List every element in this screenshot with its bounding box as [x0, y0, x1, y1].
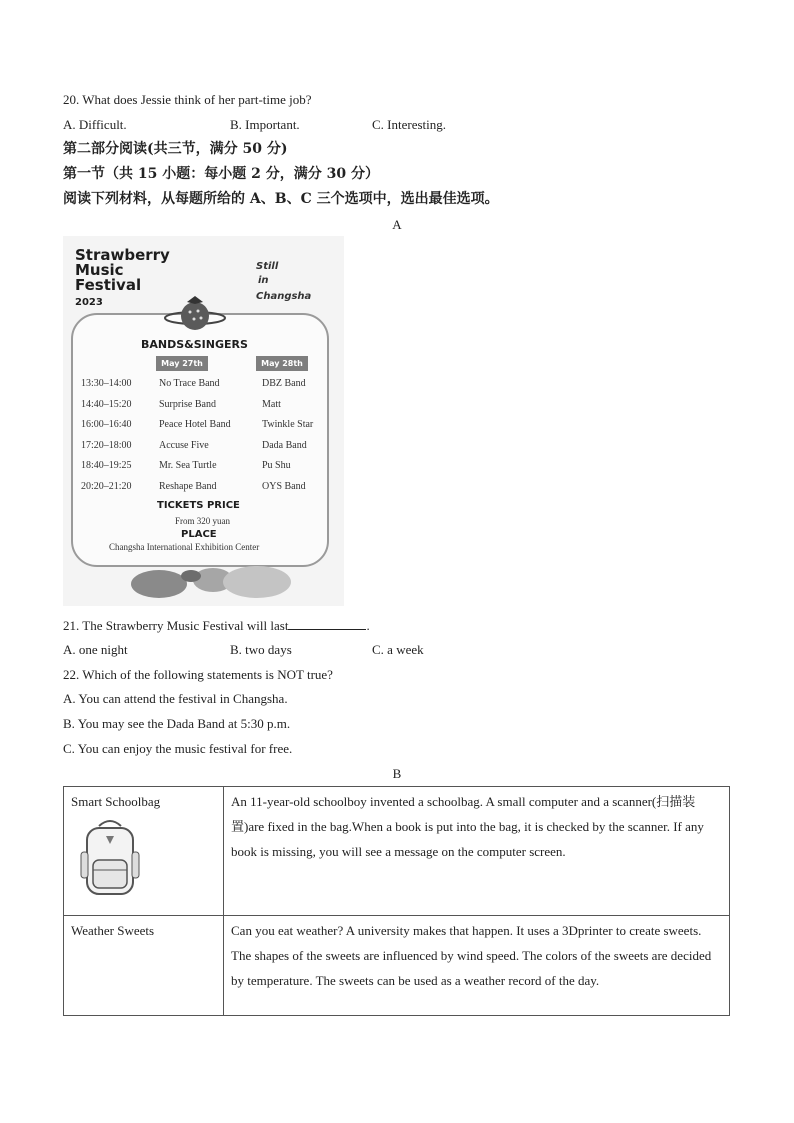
q20-option-b: B. Important. [230, 117, 300, 132]
table-cell-name [64, 787, 224, 916]
passage-a-label: A [392, 217, 402, 232]
poster-title-line: Strawberry [75, 246, 170, 264]
poster-tickets-text: From 320 yuan [175, 516, 230, 526]
q21-option-c: C. a week [372, 642, 424, 657]
poster-place-heading: PLACE [181, 529, 217, 540]
schedule-day2-act: Matt [262, 399, 281, 410]
schedule-day2-act: Dada Band [262, 440, 307, 451]
question-21-text: 21. The Strawberry Music Festival will last [63, 618, 289, 633]
schedule-time: 20:20–21:20 [81, 481, 132, 492]
question-22: 22. Which of the following statements is NOT true? [63, 667, 333, 682]
poster-place-text: Changsha International Exhibition Center [109, 542, 260, 552]
q22-option-c: C. You can enjoy the music festival for free. [63, 741, 293, 756]
invention-name: Weather Sweets [64, 916, 224, 1016]
table-cell-description: Can you eat weather? A university makes that happen. It uses a 3Dprinter to create sweets. The shapes of the sweets are influenced by wind speed. The colors of the sweets are decided by temperature. The sweets can be used as a weather record of the day. [224, 916, 730, 1016]
schedule-time: 18:40–19:25 [81, 460, 132, 471]
q22-option-b: B. You may see the Dada Band at 5:30 p.m. [63, 716, 291, 731]
table-row [64, 787, 730, 916]
poster-bands-heading: BANDS&SINGERS [141, 338, 248, 351]
schedule-day1-act: Peace Hotel Band [159, 419, 231, 430]
section-instruction: 阅读下列材料，从每题所给的 A、B、C 三个选项中，选出最佳选项。 [63, 191, 499, 207]
table-row [64, 916, 730, 1016]
schedule-day1-act: Reshape Band [159, 481, 217, 492]
question-21 [63, 617, 370, 634]
q21-option-b: B. two days [230, 642, 292, 657]
poster-script-line: Changsha [256, 291, 312, 302]
poster-date-day1: May 27th [156, 356, 208, 371]
question-20: 20. What does Jessie think of her part-time job? [63, 92, 312, 107]
poster-year: 2023 [75, 297, 103, 308]
schedule-time: 14:40–15:20 [81, 399, 132, 410]
poster-title-line: Festival [75, 276, 142, 294]
table-cell-description: An 11-year-old schoolboy invented a schoolbag. A small computer and a scanner(扫描装置)are fixed in the bag.When a book is put into the bag, it is checked by the scanner. If any book is missing, you will see a message on the computer screen. [224, 787, 730, 916]
question-21-end: . [366, 618, 370, 633]
invention-name: Smart Schoolbag [71, 794, 161, 809]
poster-title [75, 248, 170, 293]
poster-script-line: Still [256, 261, 279, 272]
schedule-day2-act: DBZ Band [262, 378, 306, 389]
schedule-day1-act: Surprise Band [159, 399, 216, 410]
poster-date-day2: May 28th [256, 356, 308, 371]
schedule-day1-act: Accuse Five [159, 440, 209, 451]
poster-script-line: in [258, 275, 269, 286]
inventions-table [63, 786, 730, 1016]
schedule-day2-act: Pu Shu [262, 460, 291, 471]
schedule-day2-act: OYS Band [262, 481, 306, 492]
schedule-day2-act: Twinkle Star [262, 419, 314, 430]
schedule-day1-act: Mr. Sea Turtle [159, 460, 217, 471]
poster-tickets-heading: TICKETS PRICE [157, 500, 240, 511]
schedule-time: 17:20–18:00 [81, 440, 132, 451]
backpack-icon [79, 816, 141, 902]
answer-blank [288, 617, 366, 630]
passage-b-label: B [392, 766, 402, 781]
q20-option-a: A. Difficult. [63, 117, 127, 132]
schedule-time: 13:30–14:00 [81, 378, 132, 389]
section-title: 第一节（共 15 小题：每小题 2 分，满分 30 分） [63, 166, 379, 182]
schedule-time: 16:00–16:40 [81, 419, 132, 430]
q21-option-a: A. one night [63, 642, 128, 657]
poster-title-line: Music [75, 261, 124, 279]
q22-option-a: A. You can attend the festival in Changsha. [63, 691, 288, 706]
schedule-day1-act: No Trace Band [159, 378, 220, 389]
strawberry-planet-icon [163, 292, 227, 340]
part-title: 第二部分阅读(共三节，满分 50 分) [63, 141, 288, 157]
strawberries-decoration-icon [121, 556, 301, 604]
festival-poster [63, 236, 344, 606]
q20-option-c: C. Interesting. [372, 117, 447, 132]
